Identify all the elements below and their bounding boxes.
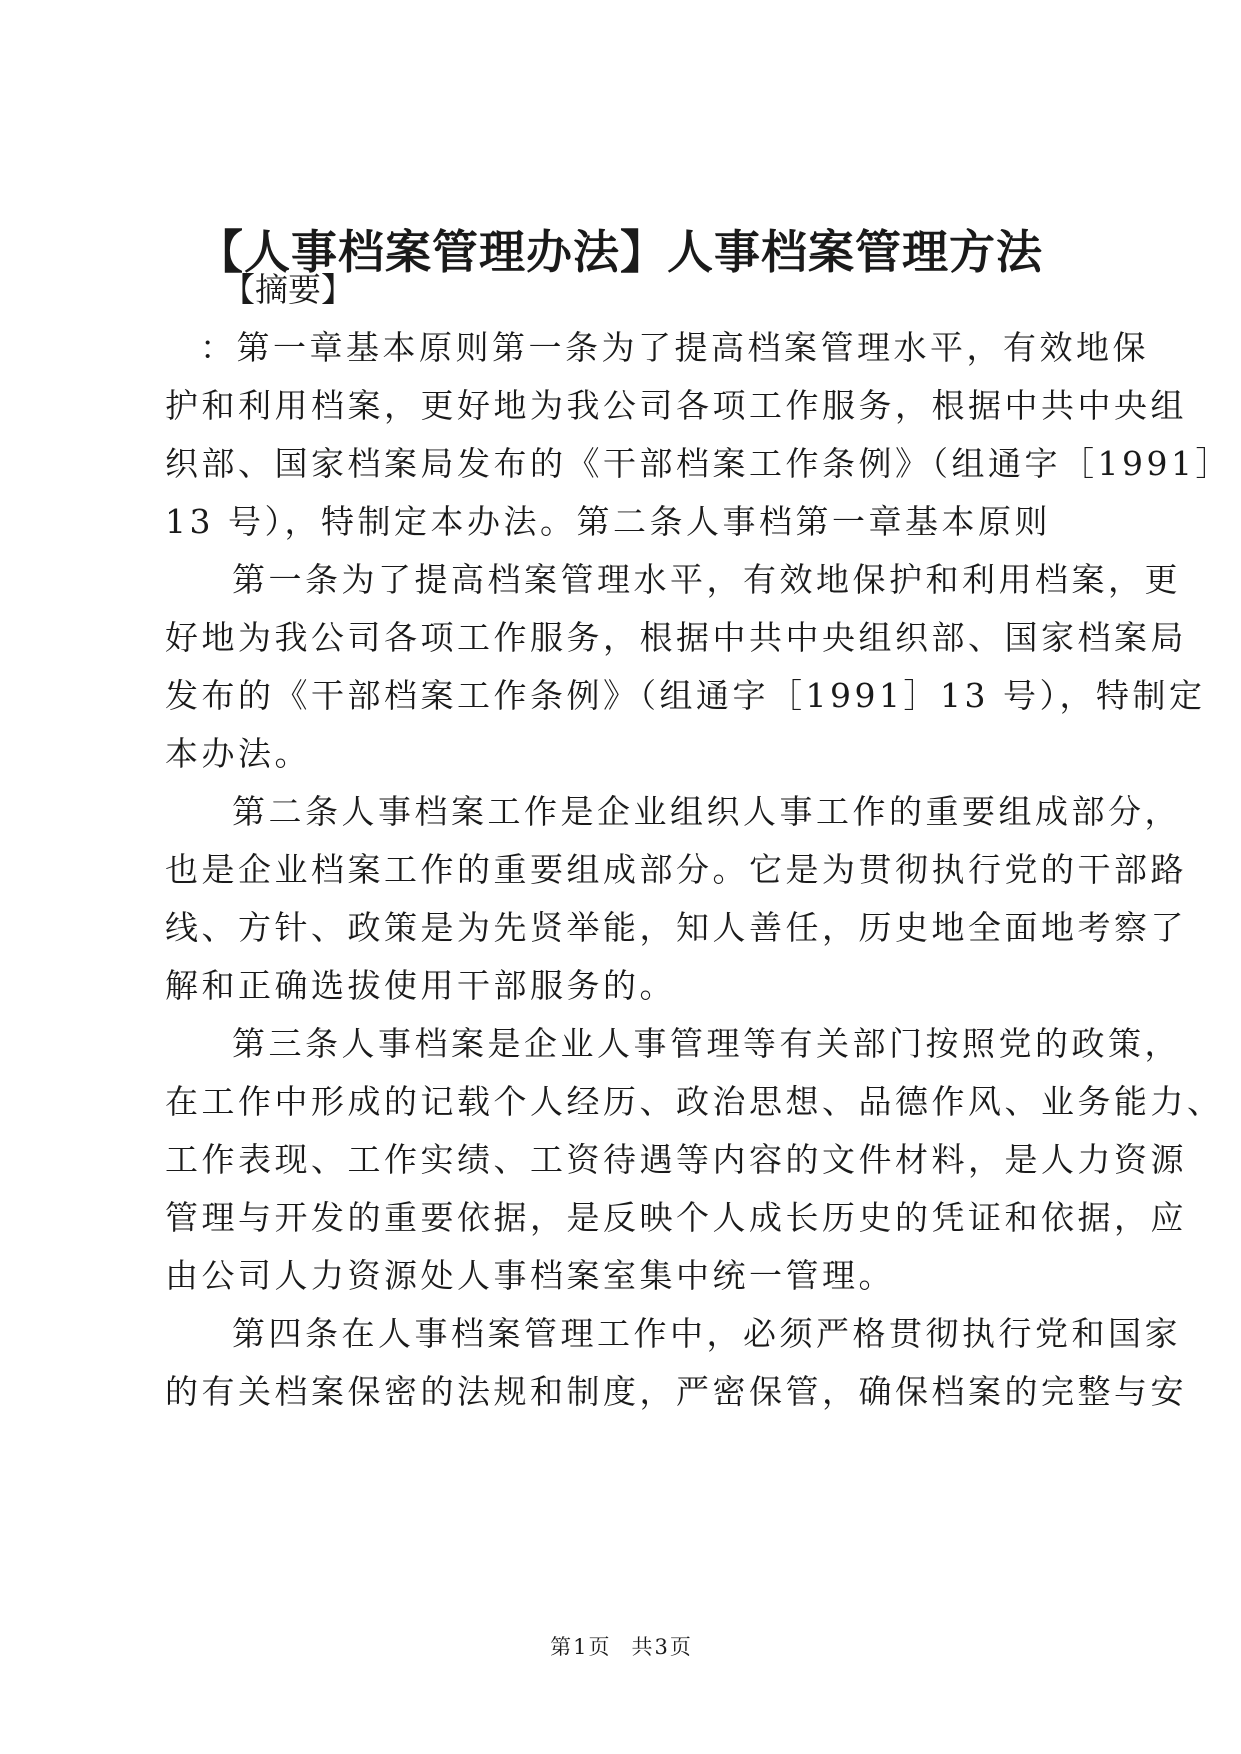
body-line: 第三条人事档案是企业人事管理等有关部门按照党的政策， bbox=[232, 1024, 1181, 1063]
body-line: 管理与开发的重要依据，是反映个人成长历史的凭证和依据，应 bbox=[165, 1198, 1187, 1237]
body-line: ：第一章基本原则第一条为了提高档案管理水平，有效地保 bbox=[200, 328, 1149, 367]
body-line: 本办法。 bbox=[165, 734, 311, 773]
body-line: 发布的《干部档案工作条例》（组通字［1991］13 号），特制定 bbox=[165, 676, 1206, 715]
body-line: 13 号），特制定本办法。第二条人事档第一章基本原则 bbox=[165, 502, 1051, 541]
body-line: 线、方针、政策是为先贤举能，知人善任，历史地全面地考察了 bbox=[165, 908, 1187, 947]
body-line: 在工作中形成的记载个人经历、政治思想、品德作风、业务能力、 bbox=[165, 1082, 1224, 1121]
total-label-suffix: 页 bbox=[669, 1635, 691, 1659]
body-line: 也是企业档案工作的重要组成部分。它是为贯彻执行党的干部路 bbox=[165, 850, 1187, 889]
document-title: 【人事档案管理办法】人事档案管理方法 bbox=[197, 225, 1043, 279]
body-line: 护和利用档案，更好地为我公司各项工作服务，根据中共中央组 bbox=[165, 386, 1187, 425]
page-label-suffix: 页 bbox=[588, 1635, 610, 1659]
body-line: 第一条为了提高档案管理水平，有效地保护和利用档案，更 bbox=[232, 560, 1181, 599]
body-line: 由公司人力资源处人事档案室集中统一管理。 bbox=[165, 1256, 895, 1295]
body-line: 织部、国家档案局发布的《干部档案工作条例》（组通字［1991］ bbox=[165, 444, 1232, 483]
total-label-prefix: 共 bbox=[631, 1635, 653, 1659]
body-line: 工作表现、工作实绩、工资待遇等内容的文件材料，是人力资源 bbox=[165, 1140, 1187, 1179]
body-line: 解和正确选拔使用干部服务的。 bbox=[165, 966, 676, 1005]
body-line: 好地为我公司各项工作服务，根据中共中央组织部、国家档案局 bbox=[165, 618, 1187, 657]
body-line: 第二条人事档案工作是企业组织人事工作的重要组成部分， bbox=[232, 792, 1181, 831]
body-line: 的有关档案保密的法规和制度，严密保管，确保档案的完整与安 bbox=[165, 1372, 1187, 1411]
body-line: 第四条在人事档案管理工作中，必须严格贯彻执行党和国家 bbox=[232, 1314, 1181, 1353]
page-footer bbox=[0, 1632, 1241, 1662]
total-pages: 3 bbox=[654, 1635, 668, 1659]
page-number: 1 bbox=[573, 1635, 587, 1659]
page-label-prefix: 第 bbox=[550, 1635, 572, 1659]
abstract-label: 【摘要】 bbox=[222, 270, 354, 309]
